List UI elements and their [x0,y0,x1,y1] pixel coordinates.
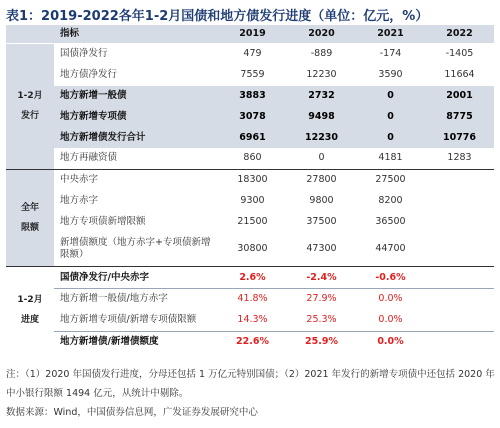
header-2020: 2020 [287,25,356,44]
cell: 27.9% [287,288,356,309]
table-row [6,44,494,65]
table-row [6,106,494,127]
cell: 25.3% [306,314,337,326]
cell: 0 [356,127,425,148]
cell [425,267,494,289]
group-label-text: 1-2月进度 [17,294,43,325]
cell: 860 [243,152,262,164]
cell: 11664 [444,69,475,81]
group-label-quota [6,169,54,266]
cell: 0.0% [356,288,425,309]
cell [425,232,494,267]
row-label: 地方新增债/新增债额度 [54,331,218,352]
cell [425,331,494,352]
header-indicator: 指标 [54,25,218,44]
cell: -0.6% [356,267,425,289]
cell: -174 [379,48,402,60]
cell: 41.8% [218,288,287,309]
group-label-text: 1-2月发行 [17,91,43,122]
row-label: 地方赤字 [60,194,99,206]
footnote: 注：（1）2020 年国债发行进度，分母还包括 1 万亿元特别国债；（2）2021 年发行的新增专项债中还包括 2020 年中小银行限额 1494 亿元，从统计中剔除。 [6,369,495,399]
table-row [6,288,494,309]
row-label: 国债净发行 [60,48,108,60]
cell: 0 [318,152,325,164]
row-label: 地方专项债新增限额 [60,215,146,227]
cell: 18300 [218,169,287,190]
cell: 3078 [218,106,287,127]
table-row [6,211,494,232]
table-row [6,86,494,107]
cell: 22.6% [218,331,287,352]
row-label: 中央赤字 [54,169,218,190]
header-2019: 2019 [218,25,287,44]
table-row [6,148,494,169]
header-row [6,25,494,44]
header-blank [6,25,54,44]
group-label-issuance [6,44,54,170]
cell: 9498 [287,106,356,127]
cell: 47300 [306,243,337,255]
cell: 25.9% [287,331,356,352]
row-label: 地方新增专项债 [54,106,218,127]
cell [425,211,494,232]
cell [425,310,494,331]
cell: -2.4% [287,267,356,289]
table-row [6,310,494,331]
table-row [6,65,494,86]
cell: 0 [356,106,425,127]
cell: -1405 [445,48,474,60]
cell: 9300 [240,194,265,206]
group-label-text: 全年限额 [20,202,39,233]
cell [425,191,494,212]
table-row [6,331,494,352]
cell: 27500 [356,169,425,190]
cell: 21500 [237,215,268,227]
row-label: 地方新增一般债 [54,86,218,107]
cell: 14.3% [237,314,268,326]
cell: 2001 [425,86,494,107]
cell: 27800 [287,169,356,190]
cell: -889 [310,48,333,60]
table-title: 表1：2019-2022各年1-2月国债和地方债发行进度（单位：亿元，%） [6,9,429,24]
cell: 30800 [237,243,268,255]
cell: 0 [356,86,425,107]
cell: 36500 [375,215,406,227]
row-label: 地方再融资债 [60,152,118,164]
table-row [6,169,494,190]
row-label: 地方债净发行 [60,69,118,81]
cell: 37500 [306,215,337,227]
cell: 3590 [378,69,403,81]
cell [425,288,494,309]
table-row [6,127,494,148]
cell: 1283 [447,152,472,164]
cell: 8200 [378,194,403,206]
table-row [6,267,494,289]
row-label: 地方新增债发行合计 [54,127,218,148]
data-source: 数据来源：Wind，中国债券信息网，广发证券发展研究中心 [6,407,258,418]
cell: 3883 [218,86,287,107]
row-label: 新增债额度（地方赤字+专项债新增限额） [60,237,211,261]
cell: 6961 [218,127,287,148]
cell [425,169,494,190]
cell: 0.0% [378,314,403,326]
cell: 479 [243,48,262,60]
row-label: 国债净发行/中央赤字 [54,267,218,289]
group-label-progress [6,267,54,353]
cell: 0.0% [356,331,425,352]
table-row [6,232,494,267]
data-table [6,25,494,352]
header-2021: 2021 [356,25,425,44]
row-label: 地方新增专项债/新增专项债限额 [60,314,197,326]
header-2022: 2022 [425,25,494,44]
cell: 7559 [240,69,265,81]
cell: 2732 [287,86,356,107]
cell: 8775 [425,106,494,127]
cell: 12230 [287,127,356,148]
row-label: 地方新增一般债/地方赤字 [54,288,218,309]
cell: 44700 [375,243,406,255]
table-row [6,191,494,212]
cell: 2.6% [218,267,287,289]
cell: 9800 [309,194,334,206]
cell: 4181 [378,152,403,164]
cell: 12230 [306,69,337,81]
cell: 10776 [425,127,494,148]
